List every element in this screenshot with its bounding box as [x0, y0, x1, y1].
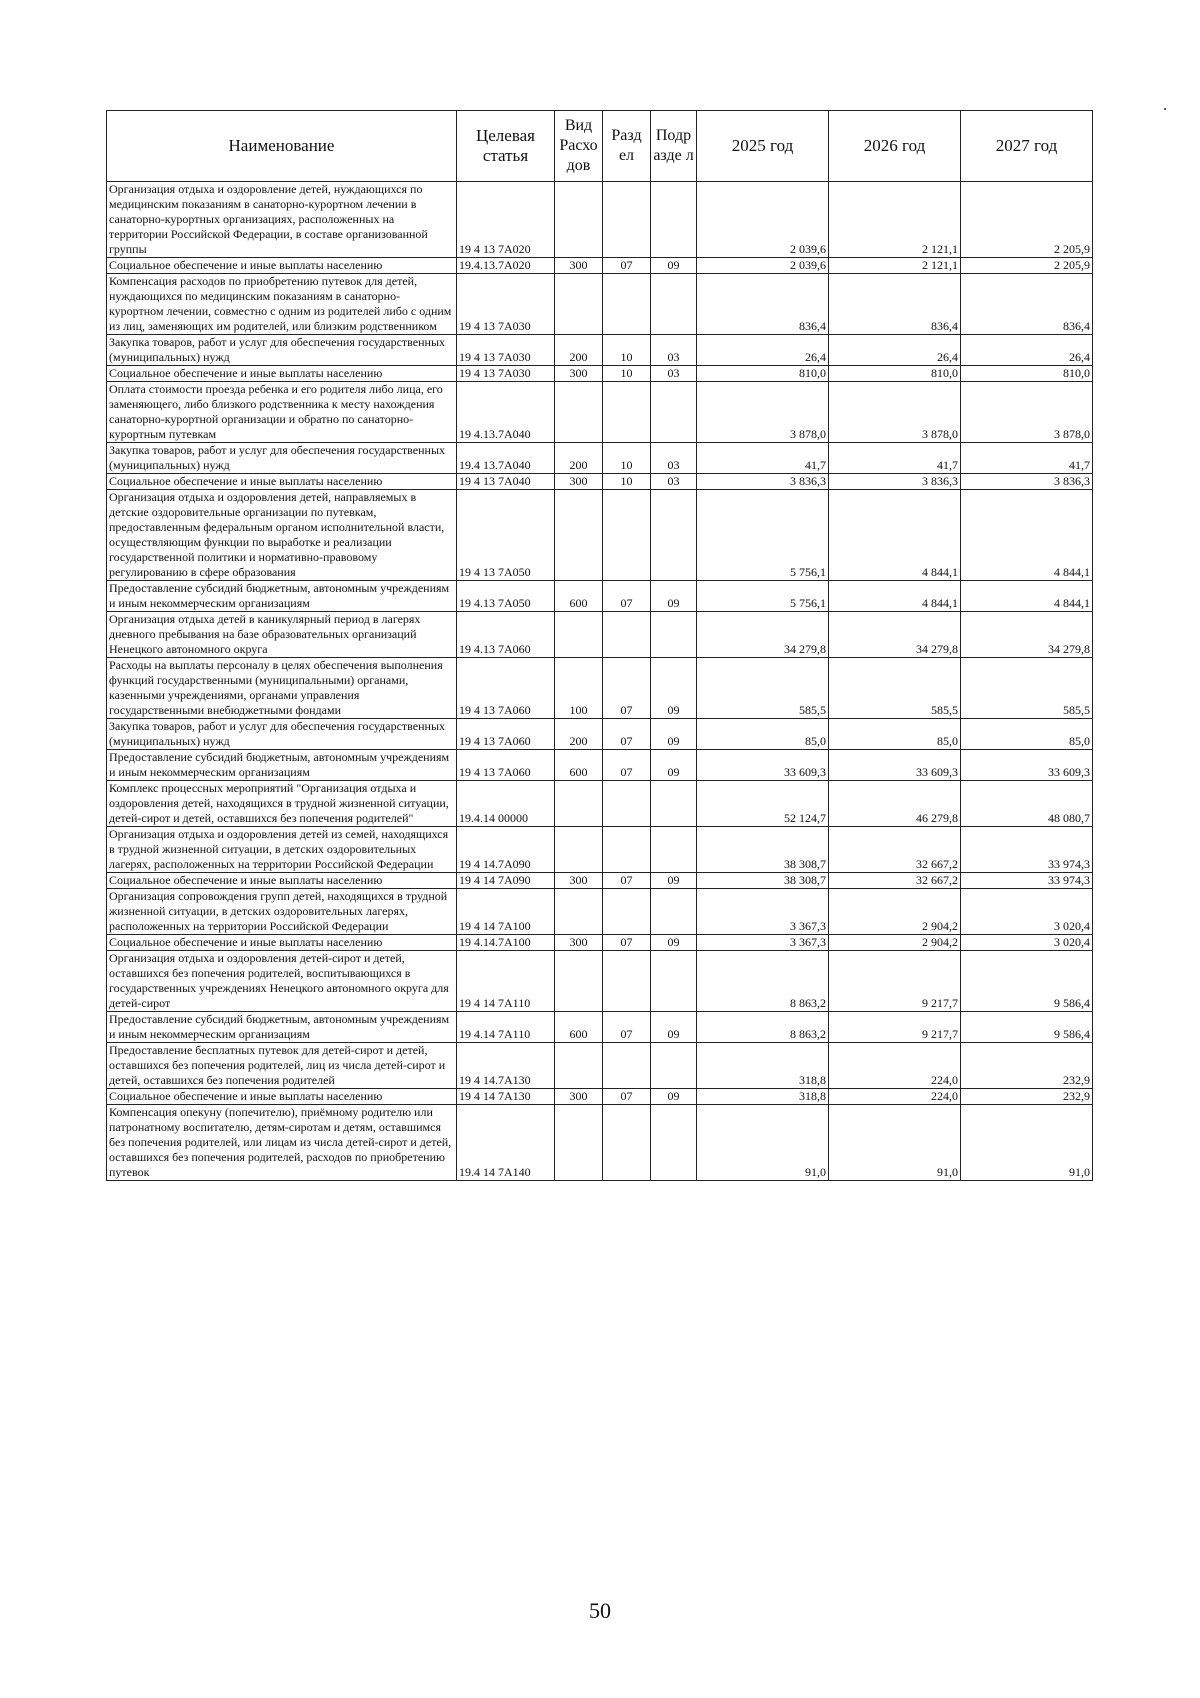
- row-value-2025: 26,4: [697, 335, 829, 366]
- row-expense-type: [555, 951, 603, 1012]
- table-row: [107, 1105, 1093, 1181]
- header-name: Наименование: [107, 111, 457, 182]
- row-value-2025: 810,0: [697, 366, 829, 382]
- row-subsection: [651, 274, 697, 335]
- row-value-2026: 85,0: [829, 719, 961, 750]
- row-section: [603, 1043, 651, 1089]
- header-subsection: Подр азде л: [651, 111, 697, 182]
- row-code: 19 4 14.7А090: [457, 827, 555, 873]
- row-subsection: 03: [651, 366, 697, 382]
- row-subsection: 09: [651, 719, 697, 750]
- row-value-2026: 4 844,1: [829, 581, 961, 612]
- row-subsection: 09: [651, 750, 697, 781]
- row-section: 10: [603, 335, 651, 366]
- row-name: Социальное обеспечение и иные выплаты населению: [107, 1089, 457, 1105]
- row-code: 19 4 13 7А030: [457, 366, 555, 382]
- row-name: Организация отдыха и оздоровления детей-сирот и детей, оставшихся без попечения родителей, воспитывающихся в государственных учреждениях Ненецкого автономного округа для детей-сирот: [107, 951, 457, 1012]
- row-name: Предоставление субсидий бюджетным, автономным учреждениям и иным некоммерческим организациям: [107, 750, 457, 781]
- table-header-row: [107, 111, 1093, 182]
- row-code: 19 4 13 7А020: [457, 182, 555, 258]
- row-value-2027: 3 020,4: [961, 889, 1093, 935]
- row-value-2025: 2 039,6: [697, 182, 829, 258]
- row-value-2027: 3 020,4: [961, 935, 1093, 951]
- row-value-2025: 85,0: [697, 719, 829, 750]
- scan-speck: [1164, 108, 1166, 110]
- row-subsection: 09: [651, 1089, 697, 1105]
- row-expense-type: 300: [555, 258, 603, 274]
- row-expense-type: 300: [555, 935, 603, 951]
- row-expense-type: [555, 781, 603, 827]
- table-row: [107, 935, 1093, 951]
- table-row: [107, 827, 1093, 873]
- row-name: Организация отдыха и оздоровление детей, нуждающихся по медицинским показаниям в санаторно-курортном лечении в санаторно-курортных организациях, расположенных на территории Российской Федерации, в составе организованной группы: [107, 182, 457, 258]
- row-section: 10: [603, 443, 651, 474]
- row-code: 19.4.13.7А020: [457, 258, 555, 274]
- row-name: Комплекс процессных мероприятий "Организация отдыха и оздоровления детей, находящихся в трудной жизненной ситуации, детей-сирот и детей, оставшихся без попечения родителей": [107, 781, 457, 827]
- row-code: 19 4.13.7А040: [457, 382, 555, 443]
- table-row: [107, 474, 1093, 490]
- row-code: 19 4 13 7А060: [457, 658, 555, 719]
- row-expense-type: [555, 490, 603, 581]
- table-row: [107, 781, 1093, 827]
- row-value-2027: 26,4: [961, 335, 1093, 366]
- row-value-2025: 52 124,7: [697, 781, 829, 827]
- row-subsection: [651, 781, 697, 827]
- row-value-2026: 2 904,2: [829, 889, 961, 935]
- row-value-2026: 3 836,3: [829, 474, 961, 490]
- row-name: Закупка товаров, работ и услуг для обеспечения государственных (муниципальных) нужд: [107, 443, 457, 474]
- row-name: Расходы на выплаты персоналу в целях обеспечения выполнения функций государственными (муниципальными) органами, казенными учреждениями, органами управления государственными внебюджетными фондами: [107, 658, 457, 719]
- row-expense-type: 600: [555, 750, 603, 781]
- row-subsection: [651, 951, 697, 1012]
- row-value-2025: 8 863,2: [697, 1012, 829, 1043]
- row-value-2025: 318,8: [697, 1043, 829, 1089]
- row-value-2025: 91,0: [697, 1105, 829, 1181]
- row-expense-type: [555, 1043, 603, 1089]
- row-value-2026: 32 667,2: [829, 873, 961, 889]
- row-name: Социальное обеспечение и иные выплаты населению: [107, 474, 457, 490]
- row-expense-type: 200: [555, 335, 603, 366]
- row-section: 07: [603, 258, 651, 274]
- row-value-2026: 224,0: [829, 1043, 961, 1089]
- row-value-2025: 585,5: [697, 658, 829, 719]
- row-subsection: 09: [651, 1012, 697, 1043]
- row-name: Организация отдыха и оздоровления детей из семей, находящихся в трудной жизненной ситуации, в детских оздоровительных лагерях, расположенных на территории Российской Федерации: [107, 827, 457, 873]
- table-row: [107, 443, 1093, 474]
- row-value-2027: 3 836,3: [961, 474, 1093, 490]
- row-section: 07: [603, 1089, 651, 1105]
- row-section: [603, 612, 651, 658]
- row-code: 19.4.14 00000: [457, 781, 555, 827]
- row-section: 07: [603, 935, 651, 951]
- row-value-2026: 585,5: [829, 658, 961, 719]
- row-name: Социальное обеспечение и иные выплаты населению: [107, 935, 457, 951]
- header-section: Разд ел: [603, 111, 651, 182]
- row-value-2027: 232,9: [961, 1089, 1093, 1105]
- row-expense-type: 300: [555, 873, 603, 889]
- table-row: [107, 719, 1093, 750]
- row-subsection: 03: [651, 335, 697, 366]
- row-value-2027: 836,4: [961, 274, 1093, 335]
- row-value-2027: 232,9: [961, 1043, 1093, 1089]
- row-section: 10: [603, 474, 651, 490]
- row-value-2025: 3 367,3: [697, 935, 829, 951]
- row-code: 19 4 14 7А130: [457, 1089, 555, 1105]
- row-section: 07: [603, 581, 651, 612]
- table-row: [107, 1043, 1093, 1089]
- row-value-2026: 3 878,0: [829, 382, 961, 443]
- row-value-2026: 32 667,2: [829, 827, 961, 873]
- row-value-2025: 3 367,3: [697, 889, 829, 935]
- row-name: Социальное обеспечение и иные выплаты населению: [107, 258, 457, 274]
- table-row: [107, 335, 1093, 366]
- row-value-2026: 9 217,7: [829, 951, 961, 1012]
- row-value-2027: 2 205,9: [961, 182, 1093, 258]
- row-section: [603, 889, 651, 935]
- row-value-2025: 38 308,7: [697, 873, 829, 889]
- table-row: [107, 182, 1093, 258]
- row-value-2026: 26,4: [829, 335, 961, 366]
- row-name: Закупка товаров, работ и услуг для обеспечения государственных (муниципальных) нужд: [107, 719, 457, 750]
- row-code: 19 4.14 7А110: [457, 1012, 555, 1043]
- row-name: Предоставление бесплатных путевок для детей-сирот и детей, оставшихся без попечения родителей, лиц из числа детей-сирот и детей, оставшихся без попечения родителей: [107, 1043, 457, 1089]
- row-value-2026: 33 609,3: [829, 750, 961, 781]
- row-value-2027: 33 974,3: [961, 827, 1093, 873]
- row-subsection: 09: [651, 258, 697, 274]
- row-expense-type: 300: [555, 1089, 603, 1105]
- row-expense-type: [555, 827, 603, 873]
- row-value-2027: 585,5: [961, 658, 1093, 719]
- page-number: 50: [589, 1598, 611, 1623]
- row-value-2025: 38 308,7: [697, 827, 829, 873]
- table-row: [107, 581, 1093, 612]
- row-code: 19 4 14 7А100: [457, 889, 555, 935]
- row-value-2027: 4 844,1: [961, 490, 1093, 581]
- row-value-2027: 4 844,1: [961, 581, 1093, 612]
- row-section: [603, 274, 651, 335]
- row-section: [603, 1105, 651, 1181]
- row-code: 19 4 14 7А110: [457, 951, 555, 1012]
- row-value-2026: 41,7: [829, 443, 961, 474]
- row-subsection: [651, 612, 697, 658]
- row-code: 19 4 13 7А060: [457, 750, 555, 781]
- row-subsection: [651, 1043, 697, 1089]
- row-value-2025: 3 878,0: [697, 382, 829, 443]
- row-code: 19 4 13 7А050: [457, 490, 555, 581]
- row-value-2027: 33 609,3: [961, 750, 1093, 781]
- table-body: [107, 182, 1093, 1181]
- row-code: 19 4 14.7А130: [457, 1043, 555, 1089]
- row-section: 07: [603, 750, 651, 781]
- row-section: 10: [603, 366, 651, 382]
- row-subsection: [651, 827, 697, 873]
- budget-table: [106, 110, 1093, 1181]
- row-code: 19 4 13 7А040: [457, 474, 555, 490]
- row-subsection: 09: [651, 658, 697, 719]
- row-name: Закупка товаров, работ и услуг для обеспечения государственных (муниципальных) нужд: [107, 335, 457, 366]
- row-value-2025: 5 756,1: [697, 581, 829, 612]
- table-row: [107, 889, 1093, 935]
- row-expense-type: [555, 612, 603, 658]
- row-expense-type: 300: [555, 366, 603, 382]
- row-expense-type: 600: [555, 581, 603, 612]
- row-value-2026: 91,0: [829, 1105, 961, 1181]
- row-name: Организация сопровождения групп детей, находящихся в трудной жизненной ситуации, в детских оздоровительных лагерях, расположенных на территории Российской Федерации: [107, 889, 457, 935]
- row-expense-type: [555, 382, 603, 443]
- row-value-2027: 3 878,0: [961, 382, 1093, 443]
- row-expense-type: 600: [555, 1012, 603, 1043]
- row-subsection: [651, 490, 697, 581]
- table-row: [107, 366, 1093, 382]
- row-subsection: 09: [651, 581, 697, 612]
- row-value-2026: 2 121,1: [829, 258, 961, 274]
- row-name: Социальное обеспечение и иные выплаты населению: [107, 366, 457, 382]
- row-expense-type: [555, 889, 603, 935]
- row-code: 19 4.13 7А050: [457, 581, 555, 612]
- row-code: 19 4 13 7А030: [457, 335, 555, 366]
- row-value-2026: 810,0: [829, 366, 961, 382]
- table-row: [107, 750, 1093, 781]
- row-value-2027: 2 205,9: [961, 258, 1093, 274]
- row-value-2025: 41,7: [697, 443, 829, 474]
- row-value-2026: 2 904,2: [829, 935, 961, 951]
- row-section: 07: [603, 719, 651, 750]
- row-subsection: [651, 1105, 697, 1181]
- row-value-2025: 836,4: [697, 274, 829, 335]
- row-section: 07: [603, 658, 651, 719]
- row-value-2027: 85,0: [961, 719, 1093, 750]
- row-section: 07: [603, 873, 651, 889]
- row-value-2026: 34 279,8: [829, 612, 961, 658]
- row-value-2025: 3 836,3: [697, 474, 829, 490]
- header-type: Вид Расхо дов: [555, 111, 603, 182]
- row-subsection: 03: [651, 474, 697, 490]
- row-name: Социальное обеспечение и иные выплаты населению: [107, 873, 457, 889]
- row-value-2027: 91,0: [961, 1105, 1093, 1181]
- row-value-2026: 46 279,8: [829, 781, 961, 827]
- table-row: [107, 490, 1093, 581]
- row-value-2026: 4 844,1: [829, 490, 961, 581]
- row-value-2027: 34 279,8: [961, 612, 1093, 658]
- row-subsection: 09: [651, 873, 697, 889]
- row-subsection: [651, 889, 697, 935]
- table-row: [107, 258, 1093, 274]
- row-name: Предоставление субсидий бюджетным, автономным учреждениям и иным некоммерческим организациям: [107, 1012, 457, 1043]
- row-name: Организация отдыха и оздоровления детей, направляемых в детские оздоровительные организации по путевкам, предоставленным федеральным органом исполнительной власти, осуществляющим функции по выработке и реализации государственной политики и нормативно-правовому регулированию в сфере образования: [107, 490, 457, 581]
- row-expense-type: 200: [555, 719, 603, 750]
- row-code: 19 4 13 7А060: [457, 719, 555, 750]
- row-value-2027: 810,0: [961, 366, 1093, 382]
- row-value-2026: 836,4: [829, 274, 961, 335]
- row-value-2027: 48 080,7: [961, 781, 1093, 827]
- row-expense-type: [555, 1105, 603, 1181]
- row-name: Компенсация расходов по приобретению путевок для детей, нуждающихся по медицинским показаниям в санаторно-курортном лечении, совместно с одним из родителей либо с одним из лиц, заменяющих им родителей, или близким родственником: [107, 274, 457, 335]
- row-expense-type: [555, 274, 603, 335]
- row-value-2025: 8 863,2: [697, 951, 829, 1012]
- table-row: [107, 658, 1093, 719]
- table-row: [107, 1012, 1093, 1043]
- row-section: [603, 827, 651, 873]
- table-row: [107, 382, 1093, 443]
- table-row: [107, 1089, 1093, 1105]
- row-value-2025: 33 609,3: [697, 750, 829, 781]
- row-value-2027: 9 586,4: [961, 951, 1093, 1012]
- row-value-2026: 2 121,1: [829, 182, 961, 258]
- table-row: [107, 612, 1093, 658]
- row-subsection: 09: [651, 935, 697, 951]
- row-expense-type: 100: [555, 658, 603, 719]
- row-name: Организация отдыха детей в каникулярный период в лагерях дневного пребывания на базе образовательных организаций Ненецкого автономного округа: [107, 612, 457, 658]
- row-value-2025: 318,8: [697, 1089, 829, 1105]
- row-subsection: [651, 182, 697, 258]
- row-code: 19 4.13 7А060: [457, 612, 555, 658]
- row-value-2026: 224,0: [829, 1089, 961, 1105]
- row-subsection: [651, 382, 697, 443]
- row-code: 19.4 14 7А140: [457, 1105, 555, 1181]
- header-2026: 2026 год: [829, 111, 961, 182]
- row-subsection: 03: [651, 443, 697, 474]
- row-value-2025: 2 039,6: [697, 258, 829, 274]
- row-expense-type: 300: [555, 474, 603, 490]
- table-row: [107, 274, 1093, 335]
- row-section: [603, 382, 651, 443]
- row-section: [603, 182, 651, 258]
- row-value-2025: 5 756,1: [697, 490, 829, 581]
- row-code: 19 4 13 7А030: [457, 274, 555, 335]
- header-code: Целевая статья: [457, 111, 555, 182]
- row-expense-type: 200: [555, 443, 603, 474]
- row-value-2027: 9 586,4: [961, 1012, 1093, 1043]
- row-value-2025: 34 279,8: [697, 612, 829, 658]
- row-name: Предоставление субсидий бюджетным, автономным учреждениям и иным некоммерческим организациям: [107, 581, 457, 612]
- row-name: Компенсация опекуну (попечителю), приёмному родителю или патронатному воспитателю, детям-сиротам и детям, оставшимся без попечения родителей, или лицам из числа детей-сирот и детей, оставшихся без попечения родителей, расходов по приобретению путевок: [107, 1105, 457, 1181]
- table-row: [107, 951, 1093, 1012]
- row-value-2027: 41,7: [961, 443, 1093, 474]
- row-name: Оплата стоимости проезда ребенка и его родителя либо лица, его заменяющего, либо близкого родственника к месту нахождения санаторно-курортной организации и обратно по санаторно-курортным путевкам: [107, 382, 457, 443]
- row-section: [603, 951, 651, 1012]
- row-code: 19 4.14.7А100: [457, 935, 555, 951]
- row-value-2026: 9 217,7: [829, 1012, 961, 1043]
- row-section: [603, 490, 651, 581]
- row-section: [603, 781, 651, 827]
- header-2027: 2027 год: [961, 111, 1093, 182]
- row-expense-type: [555, 182, 603, 258]
- row-code: 19.4 13.7А040: [457, 443, 555, 474]
- row-value-2027: 33 974,3: [961, 873, 1093, 889]
- row-code: 19 4 14 7А090: [457, 873, 555, 889]
- header-2025: 2025 год: [697, 111, 829, 182]
- row-section: 07: [603, 1012, 651, 1043]
- table-row: [107, 873, 1093, 889]
